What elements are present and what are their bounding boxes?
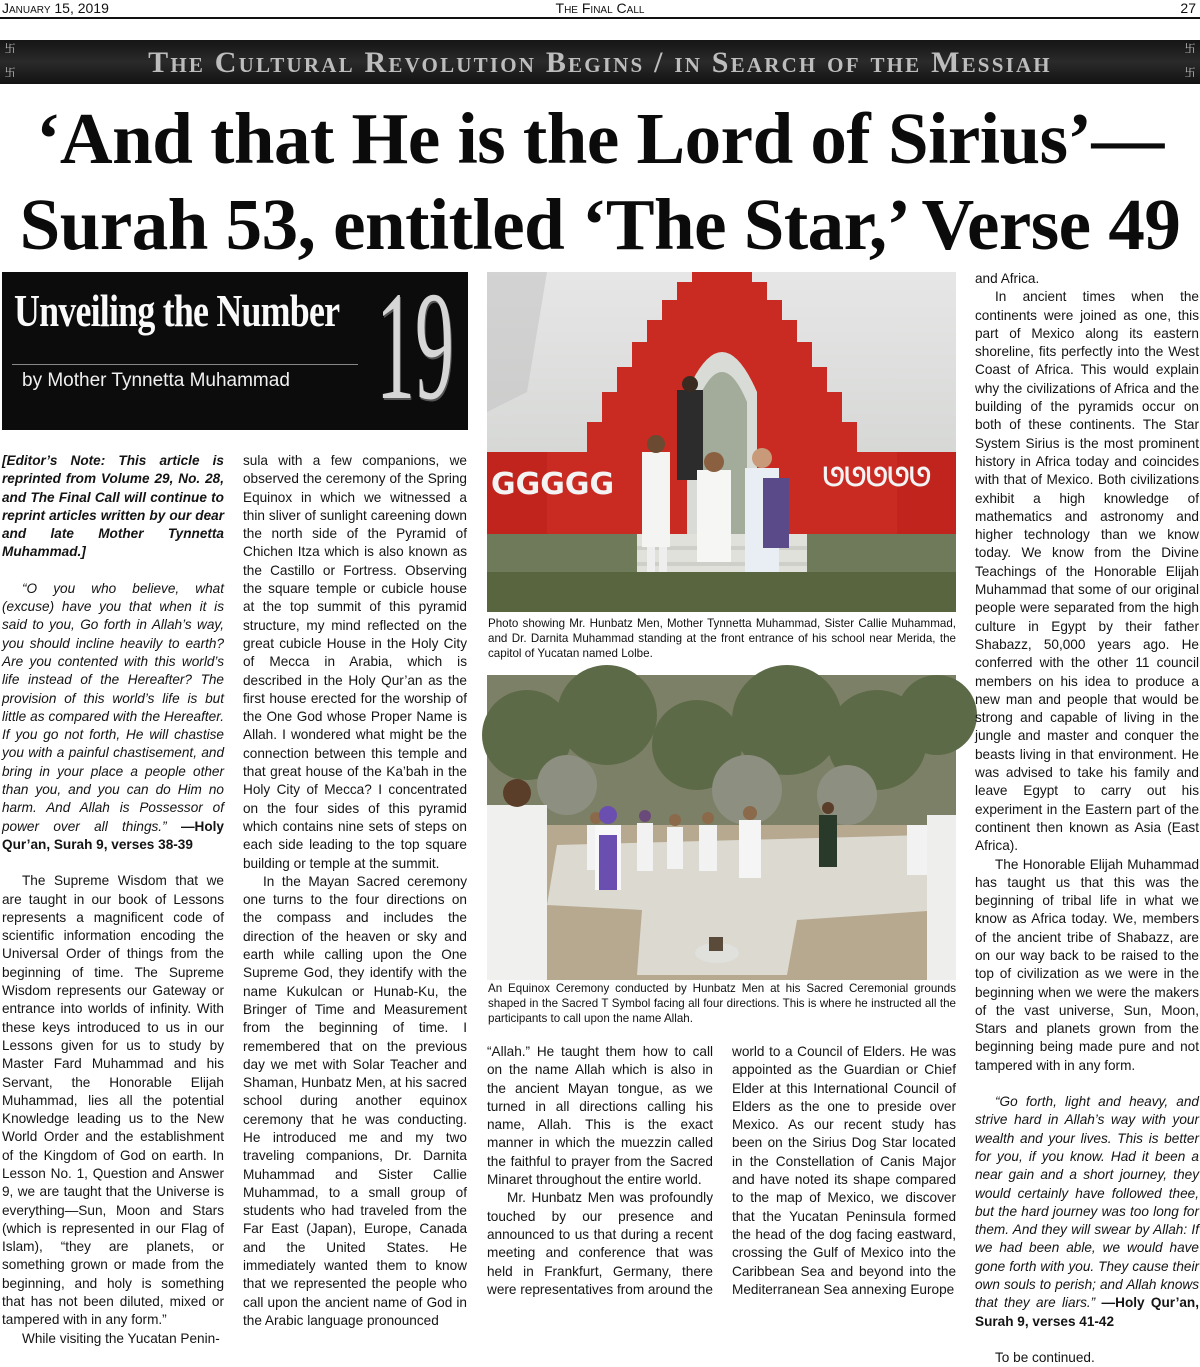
article-column-1 bbox=[2, 452, 224, 1348]
publication-name: The Final Call bbox=[555, 0, 645, 16]
body-paragraph: The Honorable Elijah Muhammad has taught us that this was the beginning of tribal life in what we know as Africa today. We, members of the ancient tribe of Shabazz, are on our way back to be raised to the top of civilization as we were in the beginning when we were the makers of the vast universe, Sun, Moon, Stars and planets grown from the beginning being made pure and not tampered with in any form. bbox=[975, 856, 1199, 1073]
article-column-3 bbox=[487, 1043, 713, 1299]
section-banner bbox=[0, 40, 1200, 84]
page-number: 27 bbox=[1180, 0, 1196, 16]
closing-quote bbox=[975, 1093, 1199, 1331]
body-paragraph: “Allah.” He taught them how to call on the name Allah which is also in the ancient Mayan tongue, as we turned in all directions calling his name, Allah. This is the exact manner in which the muezzin called the faithful to prayer from the Sacred Minaret throughout the entire world. bbox=[487, 1044, 713, 1188]
page-header bbox=[0, 0, 1200, 16]
closing-quote-text: “Go forth, light and heavy, and strive hard in Allah’s way with your wealth and your lives. This is better for you, if you know. Had it been a near gain and a short journey, they would certainly have followed thee, but the hard journey was too long for them. And they will swear by Allah: If we had been able, we would have gone forth with you. They cause their own souls to perish; and Allah knows that they are liars.” bbox=[975, 1094, 1199, 1311]
to-be-continued: To be continued. bbox=[995, 1349, 1095, 1365]
body-paragraph: In ancient times when the continents were joined as one, this part of Mexico along its eastern shoreline, fits perfectly into the West Coast of Africa. This would explain why the civilizations of Africa and the building of the pyramids occur on both of these continents. The Star System Sirius is the most prominent history in Africa today and coincides with that of Mexico. Both civilizations exhibit a high knowledge of mathematics and astronomy and higher technology than we know today. We know from the Divine Teachings of the Honorable Elijah Muhammad that some of our original people were separated from the high culture in Egypt by their father Shabazz, 50,000 years ago. He conferred with the other 11 council members on his idea to produce a new man and people that would be strong and capable of living in the jungle and master and conquer the beasts living in that environment. He was advised to take his family and leave Egypt to carry out his experiment in the Eastern part of the continent then known as Asia (East Africa). bbox=[975, 289, 1199, 854]
body-paragraph: sula with a few companions, we observed the ceremony of the Spring Equinox in which we witnessed a thin sliver of sunlight careening down the north side of the Pyramid of Chichen Itza which is also known as the Castillo or Fortress. Observing the square temple or cubicle house at the top summit of this pyramid structure, my mind reflected on the great cubicle House in the Holy City of Mecca in Arabia, which is described in the Holy Qur’an as the first house erected for the worship of the One God whose Proper Name is Allah. I wondered what might be the connection between this temple and that great house of the Ka’bah in the Holy City of Mecca? I concentrated on the four sides of this pyramid which contains nine sets of steps on each side leading to the top square building or temple at the summit. bbox=[243, 453, 467, 871]
banner-ornament-right: 卐 卐 bbox=[1184, 42, 1196, 79]
headline-line-1: ‘And that He is the Lord of Sirius’— bbox=[36, 98, 1164, 179]
svg-text:ᘎᘎᘎᘎᘎ: ᘎᘎᘎᘎᘎ bbox=[823, 463, 931, 493]
opening-quote-text: “O you who believe, what (excuse) have you that when it is said to you, Go forth in Allah’s way, you should incline heavily to earth? Are you contented with this world’s life instead of the Hereafter? The provision of this world’s life is but little as compared with the Hereafter. If you go not forth, He will chastise you with a painful chastisement, and bring in your place a people other than you, and you can do Him no harm. And Allah is Possessor of power over all things.” bbox=[2, 580, 224, 834]
opening-quote bbox=[2, 580, 224, 854]
issue-date: January 15, 2019 bbox=[2, 0, 109, 16]
body-paragraph: and Africa. bbox=[975, 271, 1040, 286]
photo-school-entrance-image bbox=[487, 272, 956, 612]
svg-text:GGGGG: GGGGG bbox=[491, 467, 615, 502]
banner-title: The Cultural Revolution Begins / in Search of the Messiah bbox=[148, 46, 1052, 79]
photo-caption: Photo showing Mr. Hunbatz Men, Mother Tynnetta Muhammad, Sister Callie Muhammad, and Dr. Darnita Muhammad standing at the front entrance of his school near Merida, the capitol of Yucatan named Lolbe. bbox=[488, 617, 956, 660]
body-paragraph: In the Mayan Sacred ceremony one turns to the four directions on the compass and includes the direction of the heaven or sky and earth while calling upon the One Supreme God, they identify with the name Kukulcan or Hunab-Ku, the Bringer of Time and Measurement from the beginning of time. I remembered that on the previous day we met with Solar Teacher and Shaman, Hunbatz Men, at his sacred school during another equinox ceremony that he was conducting. He introduced me and my two traveling companions, Dr. Darnita Muhammad and Sister Callie Muhammad, to a small group of students who had traveled from the Far East (Japan), Europe, Canada and the United States. He immediately wanted them to know that we represented the people who call upon the ancient name of God in the Arabic language pronounced bbox=[243, 873, 467, 1328]
banner-ornament-left: 卐 卐 bbox=[4, 42, 16, 79]
headline-line-2: Surah 53, entitled ‘The Star,’ Verse 49 bbox=[19, 184, 1181, 265]
article-column-5 bbox=[975, 270, 1199, 1367]
photo-caption: An Equinox Ceremony conducted by Hunbatz Men at his Sacred Ceremonial grounds shaped in the Sacred T Symbol facing all four directions. This is where he instructed all the participants to call upon the name Allah. bbox=[488, 982, 956, 1025]
article-headline bbox=[0, 96, 1200, 268]
column-logo-rule bbox=[12, 364, 358, 365]
column-logo-byline: by Mother Tynnetta Muhammad bbox=[22, 370, 290, 391]
body-paragraph: Mr. Hunbatz Men was profoundly touched by our presence and announced to us that during a recent meeting and conference that was held in Frankfurt, Germany, there were representatives from around the bbox=[487, 1190, 713, 1297]
body-paragraph: The Supreme Wisdom that we are taught in our book of Lessons represents a magnificent code of scientific information encoding the Universal Order of things from the beginning of time. The Supreme Wisdom represents our Gateway or entrance into worlds of infinity. With these keys introduced to us in our Lessons given for us to study by Master Fard Muhammad and his Servant, the Honorable Elijah Muhammad, lies all the potential Knowledge leading us to the New World Order and the establishment of the Kingdom of God on earth. In Lesson No. 1, Question and Answer 9, we are taught that the Universe is everything—Sun, Moon and Stars (which is represented in our Flag of Islam), “they are planets, or something grown or made from the beginning, and holy is something that has not been diluted, mixed or tampered with in any form.” bbox=[2, 873, 224, 1328]
body-paragraph: world to a Council of Elders. He was appointed as the Guardian or Chief Elder at this International Council of Elders as the one to preside over Mexico. As our recent study has been on the Sirius Dog Star located in the Constellation of Canis Major and have noted its shape compared to the map of Mexico, we discover that the Yucatan Peninsula formed the head of the dog facing eastward, crossing the Gulf of Mexico into the Caribbean Sea and beyond into the Mediterranean Sea annexing Europe bbox=[732, 1044, 956, 1297]
column-logo-title: Unveiling the Number bbox=[14, 285, 340, 336]
photo-equinox-ceremony-image bbox=[487, 675, 956, 980]
editors-note: [Editor’s Note: This article is reprinted from Volume 29, No. 28, and The Final Call will continue to reprint articles written by our dear and late Mother Tynnetta Muhammad.] bbox=[2, 453, 224, 560]
article-column-4 bbox=[732, 1043, 956, 1299]
photo-equinox-ceremony bbox=[487, 675, 956, 980]
column-logo-number: 19 bbox=[376, 259, 454, 432]
column-logo bbox=[2, 259, 468, 432]
closing-quote-source: —Holy Qur’an, Surah 9, verses 41-42 bbox=[975, 1295, 1200, 1329]
opening-quote-source: —Holy Qur’an, Surah 9, verses 38-39 bbox=[2, 818, 224, 852]
article-column-2 bbox=[243, 452, 467, 1330]
photo-school-entrance bbox=[487, 272, 956, 612]
header-rule bbox=[0, 17, 1200, 19]
body-paragraph: While visiting the Yucatan Penin- bbox=[22, 1330, 220, 1346]
